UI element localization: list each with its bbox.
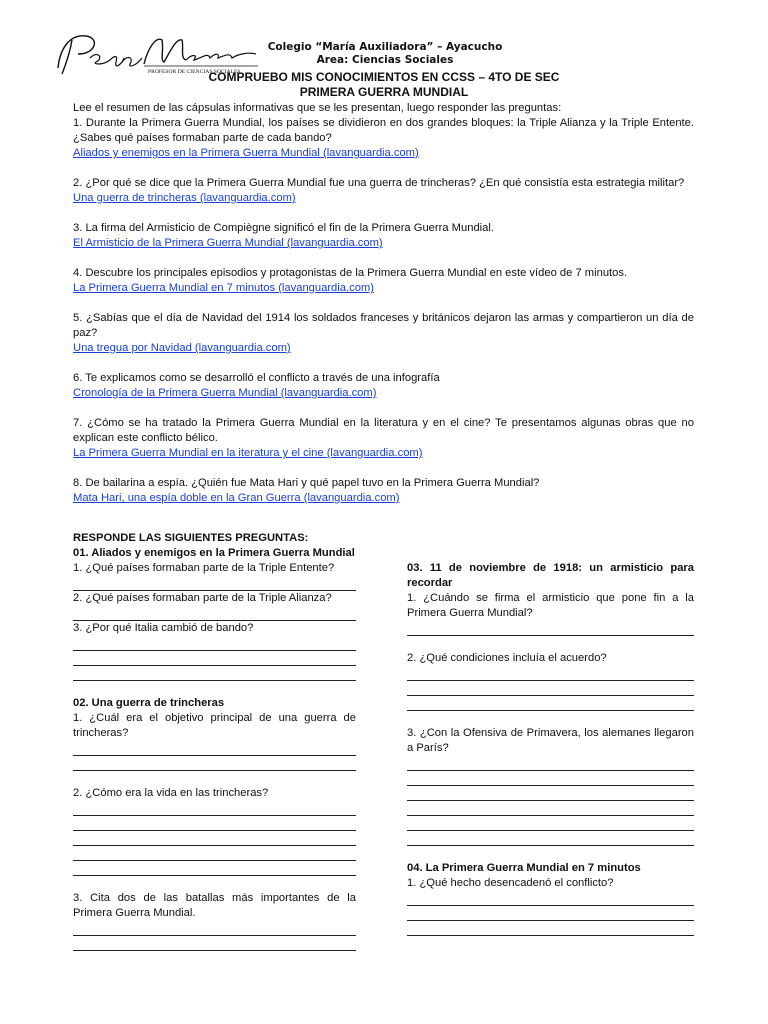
capsule-item xyxy=(73,371,694,401)
capsule-item xyxy=(73,221,694,251)
answer-line[interactable] xyxy=(407,786,694,801)
answer-line[interactable] xyxy=(407,681,694,696)
answer-line[interactable] xyxy=(73,666,356,681)
answer-line[interactable] xyxy=(73,801,356,816)
school-name: Colegio “María Auxiliadora” – Ayacucho xyxy=(267,41,503,53)
logo-subtitle: PROFESOR DE CIENCIAS SOCIALES xyxy=(148,69,241,75)
answer-line[interactable] xyxy=(73,741,356,756)
answer-line[interactable] xyxy=(73,756,356,771)
answer-line[interactable] xyxy=(73,861,356,876)
intro-section xyxy=(73,101,694,521)
section-01-heading: 01. Aliados y enemigos en la Primera Guerra Mundial xyxy=(73,547,355,559)
question-text: 1. ¿Cuál era el objetivo principal de una guerra de trincheras? xyxy=(73,712,356,739)
question-text: 1. ¿Qué países formaban parte de la Triple Entente? xyxy=(73,562,335,574)
section-04-heading: 04. La Primera Guerra Mundial en 7 minutos xyxy=(407,862,641,874)
answer-line[interactable] xyxy=(407,801,694,816)
answer-line[interactable] xyxy=(73,831,356,846)
capsule-link[interactable]: Aliados y enemigos en la Primera Guerra Mundial (lavanguardia.com) xyxy=(73,147,419,159)
capsule-text: 2. ¿Por qué se dice que la Primera Guerra Mundial fue una guerra de trincheras? ¿En qué consistía esta estrategia militar? xyxy=(73,177,685,189)
capsule-text: 4. Descubre los principales episodios y protagonistas de la Primera Guerra Mundial en este vídeo de 7 minutos. xyxy=(73,267,628,279)
school-header xyxy=(230,41,540,67)
answer-line[interactable] xyxy=(73,816,356,831)
intro-text: Lee el resumen de las cápsulas informativas que se les presentan, luego responder las preguntas: xyxy=(73,102,562,114)
section-03-heading: 03. 11 de noviembre de 1918: un armisticio para recordar xyxy=(407,562,694,589)
answer-line[interactable] xyxy=(407,891,694,906)
right-column xyxy=(407,531,694,936)
answer-line[interactable] xyxy=(407,771,694,786)
answer-line[interactable] xyxy=(73,576,356,591)
question-text: 3. Cita dos de las batallas más importantes de la Primera Guerra Mundial. xyxy=(73,892,356,919)
title-line-1: COMPRUEBO MIS CONOCIMIENTOS EN CCSS – 4TO DE SEC xyxy=(208,70,560,84)
capsule-text: 6. Te explicamos como se desarrolló el conflicto a través de una infografía xyxy=(73,372,440,384)
capsule-text: 8. De bailarina a espía. ¿Quién fue Mata Hari y qué papel tuvo en la Primera Guerra Mundial? xyxy=(73,477,540,489)
question-text: 2. ¿Qué condiciones incluía el acuerdo? xyxy=(407,652,607,664)
answer-line[interactable] xyxy=(407,666,694,681)
answer-line[interactable] xyxy=(407,831,694,846)
capsule-text: 7. ¿Cómo se ha tratado la Primera Guerra Mundial en la literatura y en el cine? Te presentamos algunas obras que no explican este conflicto bélico. xyxy=(73,417,694,444)
question-text: 1. ¿Qué hecho desencadenó el conflicto? xyxy=(407,877,614,889)
area-label: Area: Ciencias Sociales xyxy=(316,54,454,66)
capsule-item xyxy=(73,266,694,296)
capsule-text: 1. Durante la Primera Guerra Mundial, los países se dividieron en dos grandes bloques: la Triple Alianza y la Triple Entente. ¿Sabes qué países formaban parte de cada bando? xyxy=(73,117,694,144)
left-column xyxy=(73,531,356,951)
capsule-link[interactable]: Cronología de la Primera Guerra Mundial (lavanguardia.com) xyxy=(73,387,377,399)
question-text: 1. ¿Cuándo se firma el armisticio que pone fin a la Primera Guerra Mundial? xyxy=(407,592,694,619)
question-text: 2. ¿Cómo era la vida en las trincheras? xyxy=(73,787,269,799)
question-text: 3. ¿Con la Ofensiva de Primavera, los alemanes llegaron a París? xyxy=(407,727,694,754)
answer-line[interactable] xyxy=(407,696,694,711)
question-text: 3. ¿Por qué Italia cambió de bando? xyxy=(73,622,254,634)
answer-line[interactable] xyxy=(407,621,694,636)
responde-heading: RESPONDE LAS SIGUIENTES PREGUNTAS: xyxy=(73,532,309,544)
capsule-link[interactable]: La Primera Guerra Mundial en la iteratura y el cine (lavanguardia.com) xyxy=(73,447,423,459)
answer-line[interactable] xyxy=(73,921,356,936)
section-02-heading: 02. Una guerra de trincheras xyxy=(73,697,225,709)
answer-line[interactable] xyxy=(407,921,694,936)
capsule-link[interactable]: Una guerra de trincheras (lavanguardia.com) xyxy=(73,192,296,204)
answer-line[interactable] xyxy=(73,651,356,666)
answer-line[interactable] xyxy=(73,846,356,861)
capsule-item xyxy=(73,176,694,206)
answer-line[interactable] xyxy=(407,756,694,771)
capsule-link[interactable]: Una tregua por Navidad (lavanguardia.com) xyxy=(73,342,291,354)
capsule-item xyxy=(73,311,694,356)
answer-line[interactable] xyxy=(73,936,356,951)
title-line-2: PRIMERA GUERRA MUNDIAL xyxy=(299,85,469,99)
capsule-link[interactable]: El Armisticio de la Primera Guerra Mundial (lavanguardia.com) xyxy=(73,237,383,249)
capsule-link[interactable]: Mata Hari, una espía doble en la Gran Guerra (lavanguardia.com) xyxy=(73,492,400,504)
capsule-item xyxy=(73,116,694,161)
document-title xyxy=(150,70,618,100)
question-text: 2. ¿Qué países formaban parte de la Triple Alianza? xyxy=(73,592,332,604)
capsule-text: 3. La firma del Armisticio de Compiègne significó el fin de la Primera Guerra Mundial. xyxy=(73,222,494,234)
capsule-item xyxy=(73,416,694,461)
capsule-text: 5. ¿Sabías que el día de Navidad del 1914 los soldados franceses y británicos dejaron las armas y compartieron un día de paz? xyxy=(73,312,694,339)
answer-line[interactable] xyxy=(73,636,356,651)
answer-line[interactable] xyxy=(407,816,694,831)
answer-line[interactable] xyxy=(73,606,356,621)
capsule-link[interactable]: La Primera Guerra Mundial en 7 minutos (lavanguardia.com) xyxy=(73,282,374,294)
capsule-item xyxy=(73,476,694,506)
answer-line[interactable] xyxy=(407,906,694,921)
